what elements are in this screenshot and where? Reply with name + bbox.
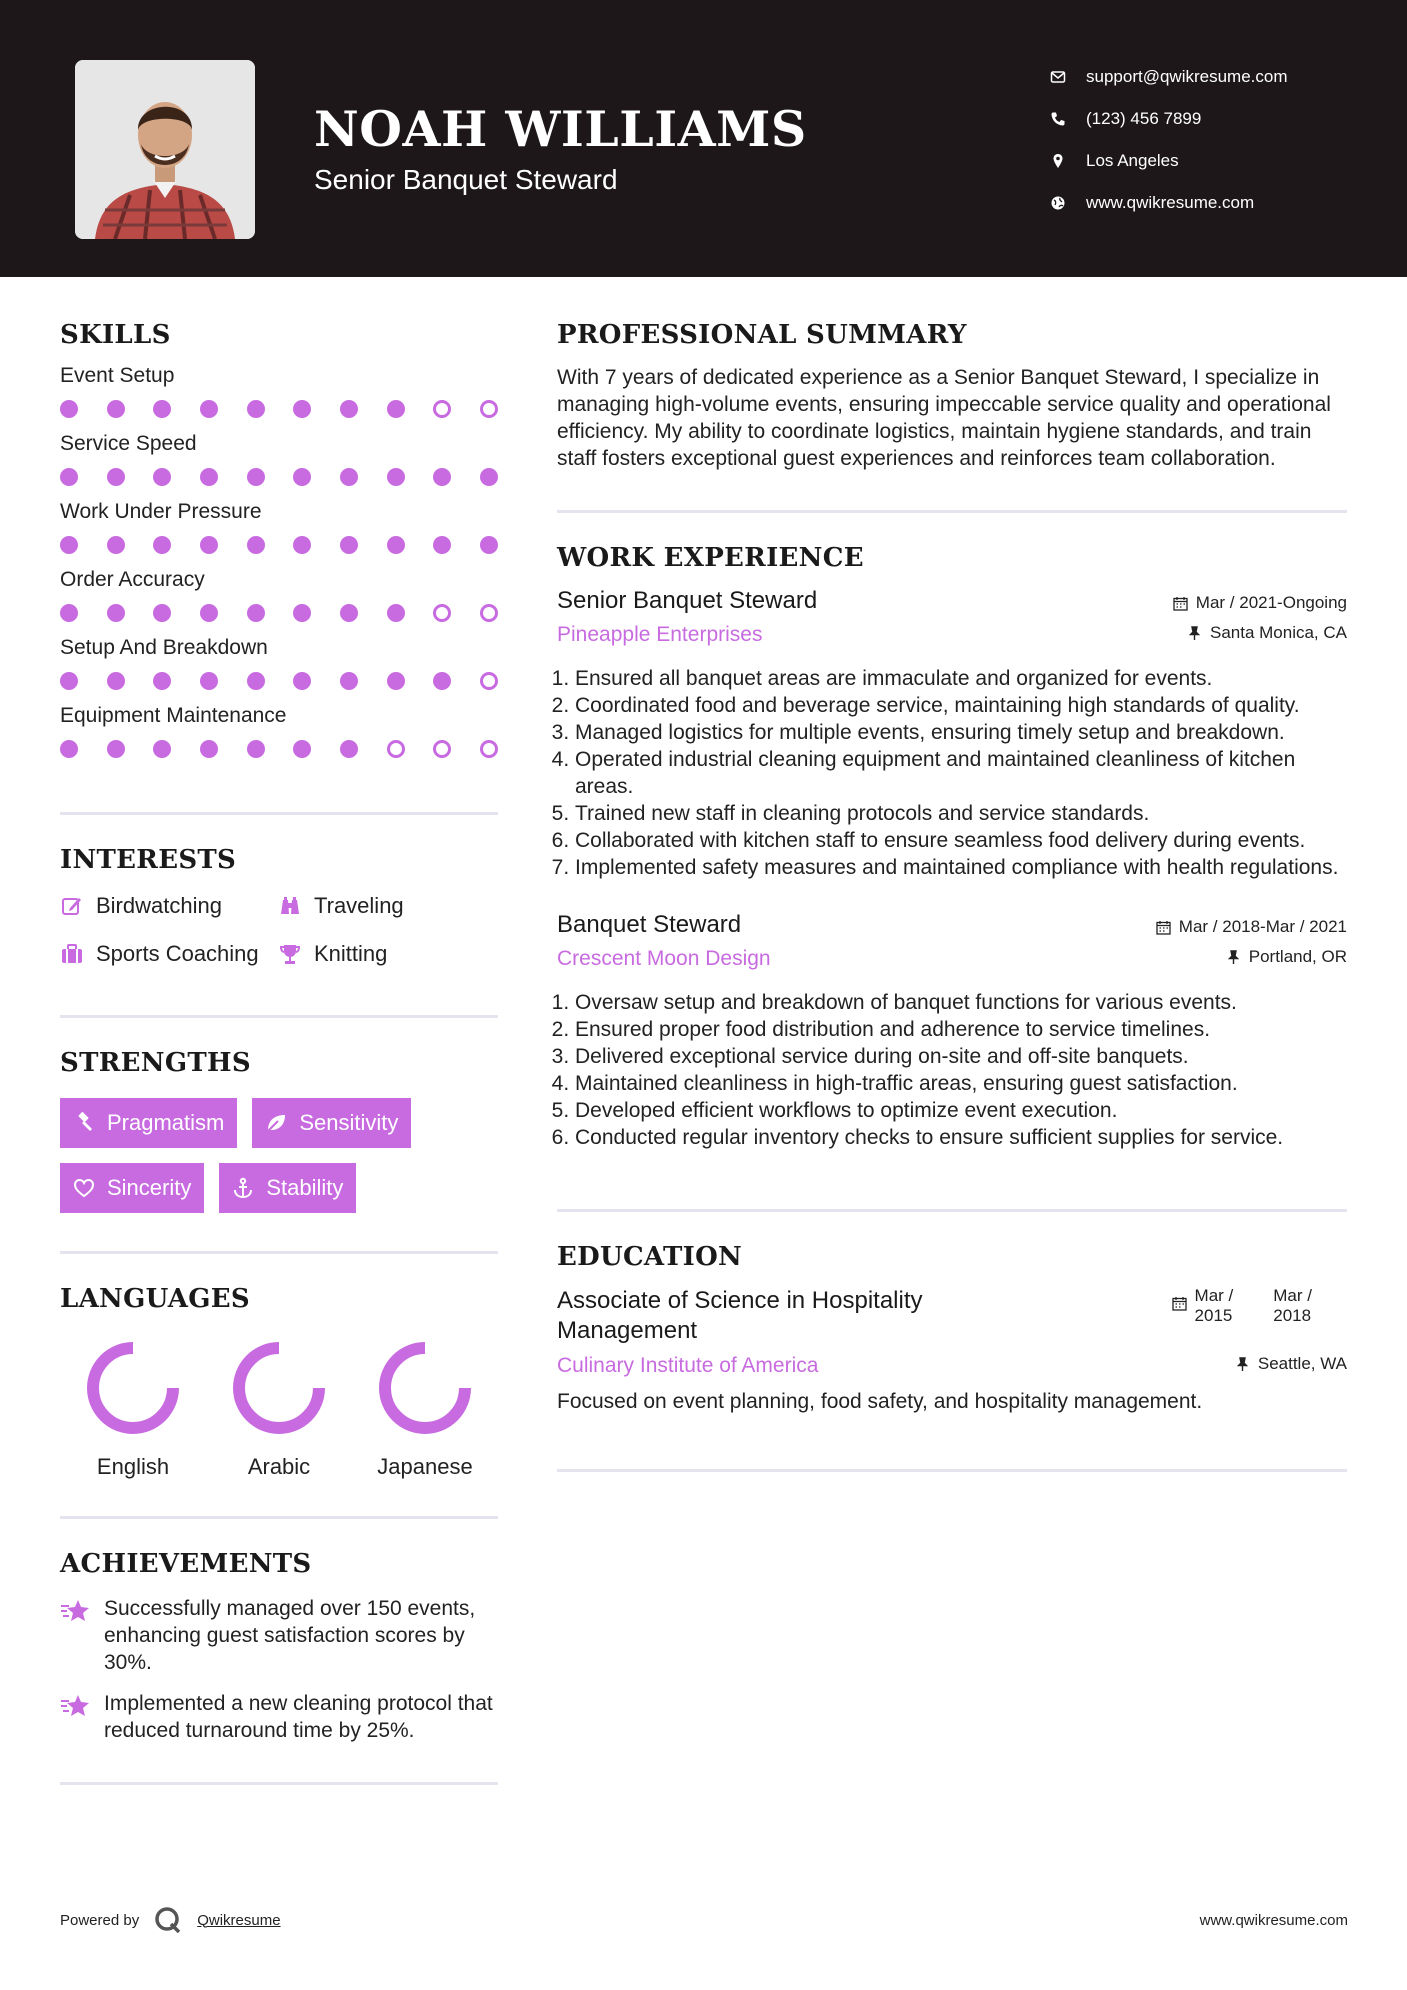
languages-list bbox=[60, 1340, 498, 1480]
rating-dot-filled bbox=[200, 536, 218, 554]
contact-location bbox=[1050, 140, 1288, 182]
skill-rating bbox=[60, 400, 498, 418]
rating-dot-filled bbox=[247, 672, 265, 690]
skill-label: Service Speed bbox=[60, 432, 197, 455]
education-description: Focused on event planning, food safety, and hospitality management. bbox=[557, 1390, 1203, 1413]
duty-item: 5. Developed efficient workflows to optimize event execution. bbox=[575, 1097, 1347, 1124]
interest-label: Knitting bbox=[314, 941, 388, 966]
rating-dot-empty bbox=[480, 400, 498, 418]
calendar-icon bbox=[1172, 1296, 1187, 1311]
strength-chip bbox=[60, 1163, 204, 1213]
anchor-icon bbox=[232, 1177, 254, 1199]
interest-item bbox=[60, 941, 278, 967]
rating-dot-filled bbox=[293, 672, 311, 690]
contact-email-text: support@qwikresume.com bbox=[1086, 67, 1288, 86]
language-label: Japanese bbox=[377, 1454, 473, 1479]
skill-label: Setup And Breakdown bbox=[60, 636, 268, 659]
interests-heading: INTERESTS bbox=[60, 845, 237, 875]
rating-dot-filled bbox=[153, 604, 171, 622]
duty-item: 1. Oversaw setup and breakdown of banquet functions for various events. bbox=[575, 989, 1347, 1016]
profile-photo-illustration bbox=[75, 60, 255, 239]
rating-dot-filled bbox=[340, 604, 358, 622]
section-divider bbox=[557, 510, 1347, 513]
rating-dot-empty bbox=[433, 740, 451, 758]
language-item bbox=[206, 1340, 352, 1480]
contact-list bbox=[1050, 56, 1288, 224]
profile-photo bbox=[75, 60, 255, 239]
language-label: English bbox=[96, 1454, 170, 1479]
rating-dot-filled bbox=[60, 400, 78, 418]
job-company: Crescent Moon Design bbox=[557, 947, 771, 970]
gavel-icon bbox=[73, 1112, 95, 1134]
skill-label: Order Accuracy bbox=[60, 568, 205, 591]
skill-rating bbox=[60, 672, 498, 690]
strength-chip bbox=[60, 1098, 237, 1148]
rating-dot-filled bbox=[153, 400, 171, 418]
powered-by-text: Powered by bbox=[60, 1911, 140, 1929]
right-column bbox=[557, 320, 1347, 1472]
job-dates-text: Mar / 2018-Mar / 2021 bbox=[1178, 917, 1347, 936]
education-header bbox=[557, 1286, 1347, 1346]
rating-dot-filled bbox=[60, 536, 78, 554]
rating-dot-filled bbox=[340, 400, 358, 418]
language-level-ring bbox=[231, 1340, 327, 1436]
interest-label: Birdwatching bbox=[96, 893, 222, 918]
rating-dot-empty bbox=[480, 604, 498, 622]
calendar-icon bbox=[1156, 920, 1171, 935]
contact-email[interactable] bbox=[1050, 56, 1288, 98]
job-location-text: Santa Monica, CA bbox=[1209, 623, 1347, 642]
strength-chip bbox=[219, 1163, 356, 1213]
rating-dot-filled bbox=[200, 604, 218, 622]
rating-dot-filled bbox=[247, 536, 265, 554]
strength-label: Sensitivity bbox=[299, 1110, 399, 1135]
skill-rating bbox=[60, 536, 498, 554]
achievement-item bbox=[60, 1690, 498, 1744]
education-start-month: Mar / bbox=[1194, 1286, 1234, 1305]
job-duties bbox=[557, 665, 1347, 881]
duty-item: 3. Managed logistics for multiple events, ensuring timely setup and breakdown. bbox=[575, 719, 1347, 746]
section-divider bbox=[60, 1782, 498, 1785]
skill-label: Work Under Pressure bbox=[60, 500, 262, 523]
rating-dot-empty bbox=[433, 604, 451, 622]
rating-dot-filled bbox=[107, 740, 125, 758]
job-header bbox=[557, 911, 1347, 939]
skill-rating bbox=[60, 740, 498, 758]
strength-label: Pragmatism bbox=[107, 1110, 225, 1135]
skill-label: Event Setup bbox=[60, 364, 175, 387]
rating-dot-filled bbox=[60, 604, 78, 622]
education-start-year: 2015 bbox=[1194, 1306, 1233, 1325]
globe-icon bbox=[1050, 195, 1086, 211]
left-column bbox=[60, 320, 498, 1785]
section-divider bbox=[60, 1251, 498, 1254]
rating-dot-filled bbox=[293, 740, 311, 758]
job-company: Pineapple Enterprises bbox=[557, 623, 763, 646]
duty-item: 5. Trained new staff in cleaning protocols and service standards. bbox=[575, 800, 1347, 827]
rating-dot-filled bbox=[153, 672, 171, 690]
education-dates bbox=[1172, 1286, 1312, 1326]
duty-item: 1. Ensured all banquet areas are immaculate and organized for events. bbox=[575, 665, 1347, 692]
strength-label: Stability bbox=[266, 1175, 344, 1200]
rating-dot-filled bbox=[387, 672, 405, 690]
skill-rating bbox=[60, 604, 498, 622]
page-footer bbox=[60, 1900, 1348, 1940]
rating-dot-filled bbox=[340, 536, 358, 554]
rating-dot-filled bbox=[433, 536, 451, 554]
rating-dot-filled bbox=[153, 740, 171, 758]
footer-website[interactable]: www.qwikresume.com bbox=[1199, 1911, 1348, 1929]
skill-item bbox=[60, 704, 498, 758]
calendar-icon bbox=[1173, 596, 1188, 611]
experience-section bbox=[557, 543, 1347, 1151]
languages-section bbox=[60, 1284, 498, 1480]
briefcase-icon bbox=[60, 942, 96, 966]
pushpin-icon bbox=[1226, 950, 1241, 965]
contact-phone-text: (123) 456 7899 bbox=[1086, 109, 1202, 128]
job-title: Banquet Steward bbox=[557, 911, 742, 938]
education-section bbox=[557, 1242, 1347, 1415]
rating-dot-filled bbox=[247, 740, 265, 758]
rating-dot-filled bbox=[107, 400, 125, 418]
rating-dot-filled bbox=[387, 468, 405, 486]
job-location bbox=[1226, 947, 1347, 967]
rating-dot-filled bbox=[60, 468, 78, 486]
trophy-icon bbox=[278, 942, 314, 966]
rating-dot-filled bbox=[247, 400, 265, 418]
job-dates bbox=[1173, 593, 1347, 613]
rating-dot-filled bbox=[60, 672, 78, 690]
contact-phone[interactable] bbox=[1050, 98, 1288, 140]
interest-item bbox=[278, 941, 498, 967]
duty-item: 7. Implemented safety measures and maintained compliance with health regulations. bbox=[575, 854, 1347, 881]
job-location bbox=[1187, 623, 1347, 643]
rating-dot-filled bbox=[293, 400, 311, 418]
language-label: Arabic bbox=[247, 1454, 311, 1479]
job-subheader bbox=[557, 947, 1347, 971]
pushpin-icon bbox=[1187, 626, 1202, 641]
skill-item bbox=[60, 500, 498, 554]
rating-dot-filled bbox=[387, 400, 405, 418]
map-pin-icon bbox=[1050, 153, 1086, 169]
rating-dot-filled bbox=[200, 740, 218, 758]
summary-heading: PROFESSIONAL SUMMARY bbox=[557, 320, 967, 350]
heart-icon bbox=[73, 1177, 95, 1199]
interest-item bbox=[278, 893, 498, 919]
rating-dot-filled bbox=[107, 672, 125, 690]
rating-dot-filled bbox=[293, 604, 311, 622]
rating-dot-filled bbox=[247, 468, 265, 486]
section-divider bbox=[60, 1015, 498, 1018]
education-subheader bbox=[557, 1354, 1347, 1378]
skill-item bbox=[60, 636, 498, 690]
education-end-month: Mar / bbox=[1273, 1286, 1312, 1305]
candidate-role: Senior Banquet Steward bbox=[314, 164, 618, 195]
achievements-heading: ACHIEVEMENTS bbox=[60, 1549, 312, 1579]
job-entry bbox=[557, 587, 1347, 881]
duty-item: 6. Conducted regular inventory checks to ensure sufficient supplies for service. bbox=[575, 1124, 1347, 1151]
rating-dot-filled bbox=[340, 468, 358, 486]
job-entry bbox=[557, 911, 1347, 1151]
interest-label: Traveling bbox=[314, 893, 404, 918]
rating-dot-filled bbox=[480, 468, 498, 486]
education-heading: EDUCATION bbox=[557, 1242, 743, 1272]
rating-dot-filled bbox=[153, 536, 171, 554]
job-dates bbox=[1156, 917, 1347, 937]
rating-dot-filled bbox=[247, 604, 265, 622]
rating-dot-filled bbox=[293, 536, 311, 554]
interests-section bbox=[60, 845, 498, 967]
contact-website-text: www.qwikresume.com bbox=[1086, 193, 1255, 212]
language-level-arc bbox=[93, 1348, 173, 1428]
skill-rating bbox=[60, 468, 498, 486]
skill-item bbox=[60, 364, 498, 418]
section-divider bbox=[60, 1516, 498, 1519]
achievement-text: Implemented a new cleaning protocol that reduced turnaround time by 25%. bbox=[104, 1692, 493, 1742]
strength-label: Sincerity bbox=[107, 1175, 192, 1200]
section-divider bbox=[557, 1469, 1347, 1472]
edit-icon bbox=[60, 894, 96, 918]
education-end-year: 2018 bbox=[1273, 1306, 1312, 1325]
skill-item bbox=[60, 432, 498, 486]
duty-item: 2. Ensured proper food distribution and adherence to service timelines. bbox=[575, 1016, 1347, 1043]
rating-dot-filled bbox=[200, 672, 218, 690]
languages-heading: LANGUAGES bbox=[60, 1284, 250, 1314]
duty-item: 4. Maintained cleanliness in high-traffic areas, ensuring guest satisfaction. bbox=[575, 1070, 1347, 1097]
candidate-name: NOAH WILLIAMS bbox=[314, 100, 807, 158]
job-duties bbox=[557, 989, 1347, 1151]
section-divider bbox=[60, 812, 498, 815]
job-header bbox=[557, 587, 1347, 615]
language-item bbox=[60, 1340, 206, 1480]
envelope-icon bbox=[1050, 69, 1086, 85]
phone-icon bbox=[1050, 111, 1086, 127]
skill-item bbox=[60, 568, 498, 622]
education-degree: Associate of Science in Hospitality Management bbox=[557, 1287, 923, 1344]
interest-label: Sports Coaching bbox=[96, 941, 259, 966]
summary-section bbox=[557, 320, 1347, 472]
language-level-arc bbox=[239, 1348, 319, 1428]
language-level-arc bbox=[385, 1348, 465, 1428]
duty-item: 6. Collaborated with kitchen staff to ensure seamless food delivery during events. bbox=[575, 827, 1347, 854]
skills-list bbox=[60, 364, 498, 758]
job-title: Senior Banquet Steward bbox=[557, 587, 818, 614]
rating-dot-filled bbox=[433, 672, 451, 690]
education-location bbox=[1235, 1354, 1347, 1374]
skill-label: Equipment Maintenance bbox=[60, 704, 287, 727]
leaf-icon bbox=[265, 1112, 287, 1134]
strengths-section bbox=[60, 1048, 498, 1213]
qwikresume-logo-icon bbox=[153, 1905, 183, 1935]
contact-location-text: Los Angeles bbox=[1086, 151, 1179, 170]
language-level-ring bbox=[85, 1340, 181, 1436]
interest-item bbox=[60, 893, 278, 919]
binoculars-icon bbox=[278, 894, 314, 918]
rating-dot-filled bbox=[200, 400, 218, 418]
education-school: Culinary Institute of America bbox=[557, 1354, 819, 1377]
pushpin-icon bbox=[1235, 1357, 1250, 1372]
contact-website[interactable] bbox=[1050, 182, 1288, 224]
powered-by bbox=[60, 1905, 281, 1935]
rating-dot-filled bbox=[433, 468, 451, 486]
rating-dot-filled bbox=[387, 604, 405, 622]
strength-chip bbox=[252, 1098, 411, 1148]
rating-dot-filled bbox=[387, 536, 405, 554]
rating-dot-filled bbox=[107, 468, 125, 486]
duty-item: 4. Operated industrial cleaning equipment and maintained cleanliness of kitchen areas. bbox=[575, 746, 1347, 800]
rating-dot-filled bbox=[107, 536, 125, 554]
language-level-ring bbox=[377, 1340, 473, 1436]
job-location-text: Portland, OR bbox=[1248, 947, 1347, 966]
rating-dot-filled bbox=[480, 536, 498, 554]
section-divider bbox=[557, 1209, 1347, 1212]
strengths-heading: STRENGTHS bbox=[60, 1048, 251, 1078]
summary-text: With 7 years of dedicated experience as a Senior Banquet Steward, I specialize in managing high-volume events, ensuring impeccable service quality and operational efficiency. My ability to coordinate logistics, maintain hygiene standards, and train staff fosters exceptional guest experiences and reinforces team collaboration. bbox=[557, 366, 1331, 470]
rating-dot-filled bbox=[60, 740, 78, 758]
job-dates-text: Mar / 2021-Ongoing bbox=[1195, 593, 1347, 612]
skills-heading: SKILLS bbox=[60, 320, 171, 350]
language-item bbox=[352, 1340, 498, 1480]
duty-item: 2. Coordinated food and beverage service, maintaining high standards of quality. bbox=[575, 692, 1347, 719]
achievement-item bbox=[60, 1595, 498, 1676]
rating-dot-filled bbox=[107, 604, 125, 622]
rating-dot-empty bbox=[433, 400, 451, 418]
rating-dot-empty bbox=[480, 740, 498, 758]
strengths-list bbox=[60, 1098, 498, 1213]
shooting-star-icon bbox=[60, 1595, 104, 1676]
rating-dot-filled bbox=[293, 468, 311, 486]
duty-item: 3. Delivered exceptional service during on-site and off-site banquets. bbox=[575, 1043, 1347, 1070]
qwikresume-link[interactable]: Qwikresume bbox=[197, 1911, 281, 1929]
rating-dot-filled bbox=[340, 740, 358, 758]
interests-list bbox=[60, 893, 498, 967]
skills-section bbox=[60, 320, 498, 758]
education-location-text: Seattle, WA bbox=[1257, 1354, 1347, 1373]
education-end bbox=[1273, 1286, 1312, 1326]
rating-dot-empty bbox=[387, 740, 405, 758]
job-subheader bbox=[557, 623, 1347, 647]
achievements-section bbox=[60, 1549, 498, 1744]
rating-dot-filled bbox=[153, 468, 171, 486]
resume-header bbox=[0, 0, 1407, 277]
rating-dot-filled bbox=[340, 672, 358, 690]
rating-dot-empty bbox=[480, 672, 498, 690]
achievement-text: Successfully managed over 150 events, enhancing guest satisfaction scores by 30%. bbox=[104, 1597, 476, 1674]
education-start bbox=[1195, 1286, 1234, 1326]
experience-heading: WORK EXPERIENCE bbox=[557, 543, 864, 573]
rating-dot-filled bbox=[200, 468, 218, 486]
shooting-star-icon bbox=[60, 1690, 104, 1744]
